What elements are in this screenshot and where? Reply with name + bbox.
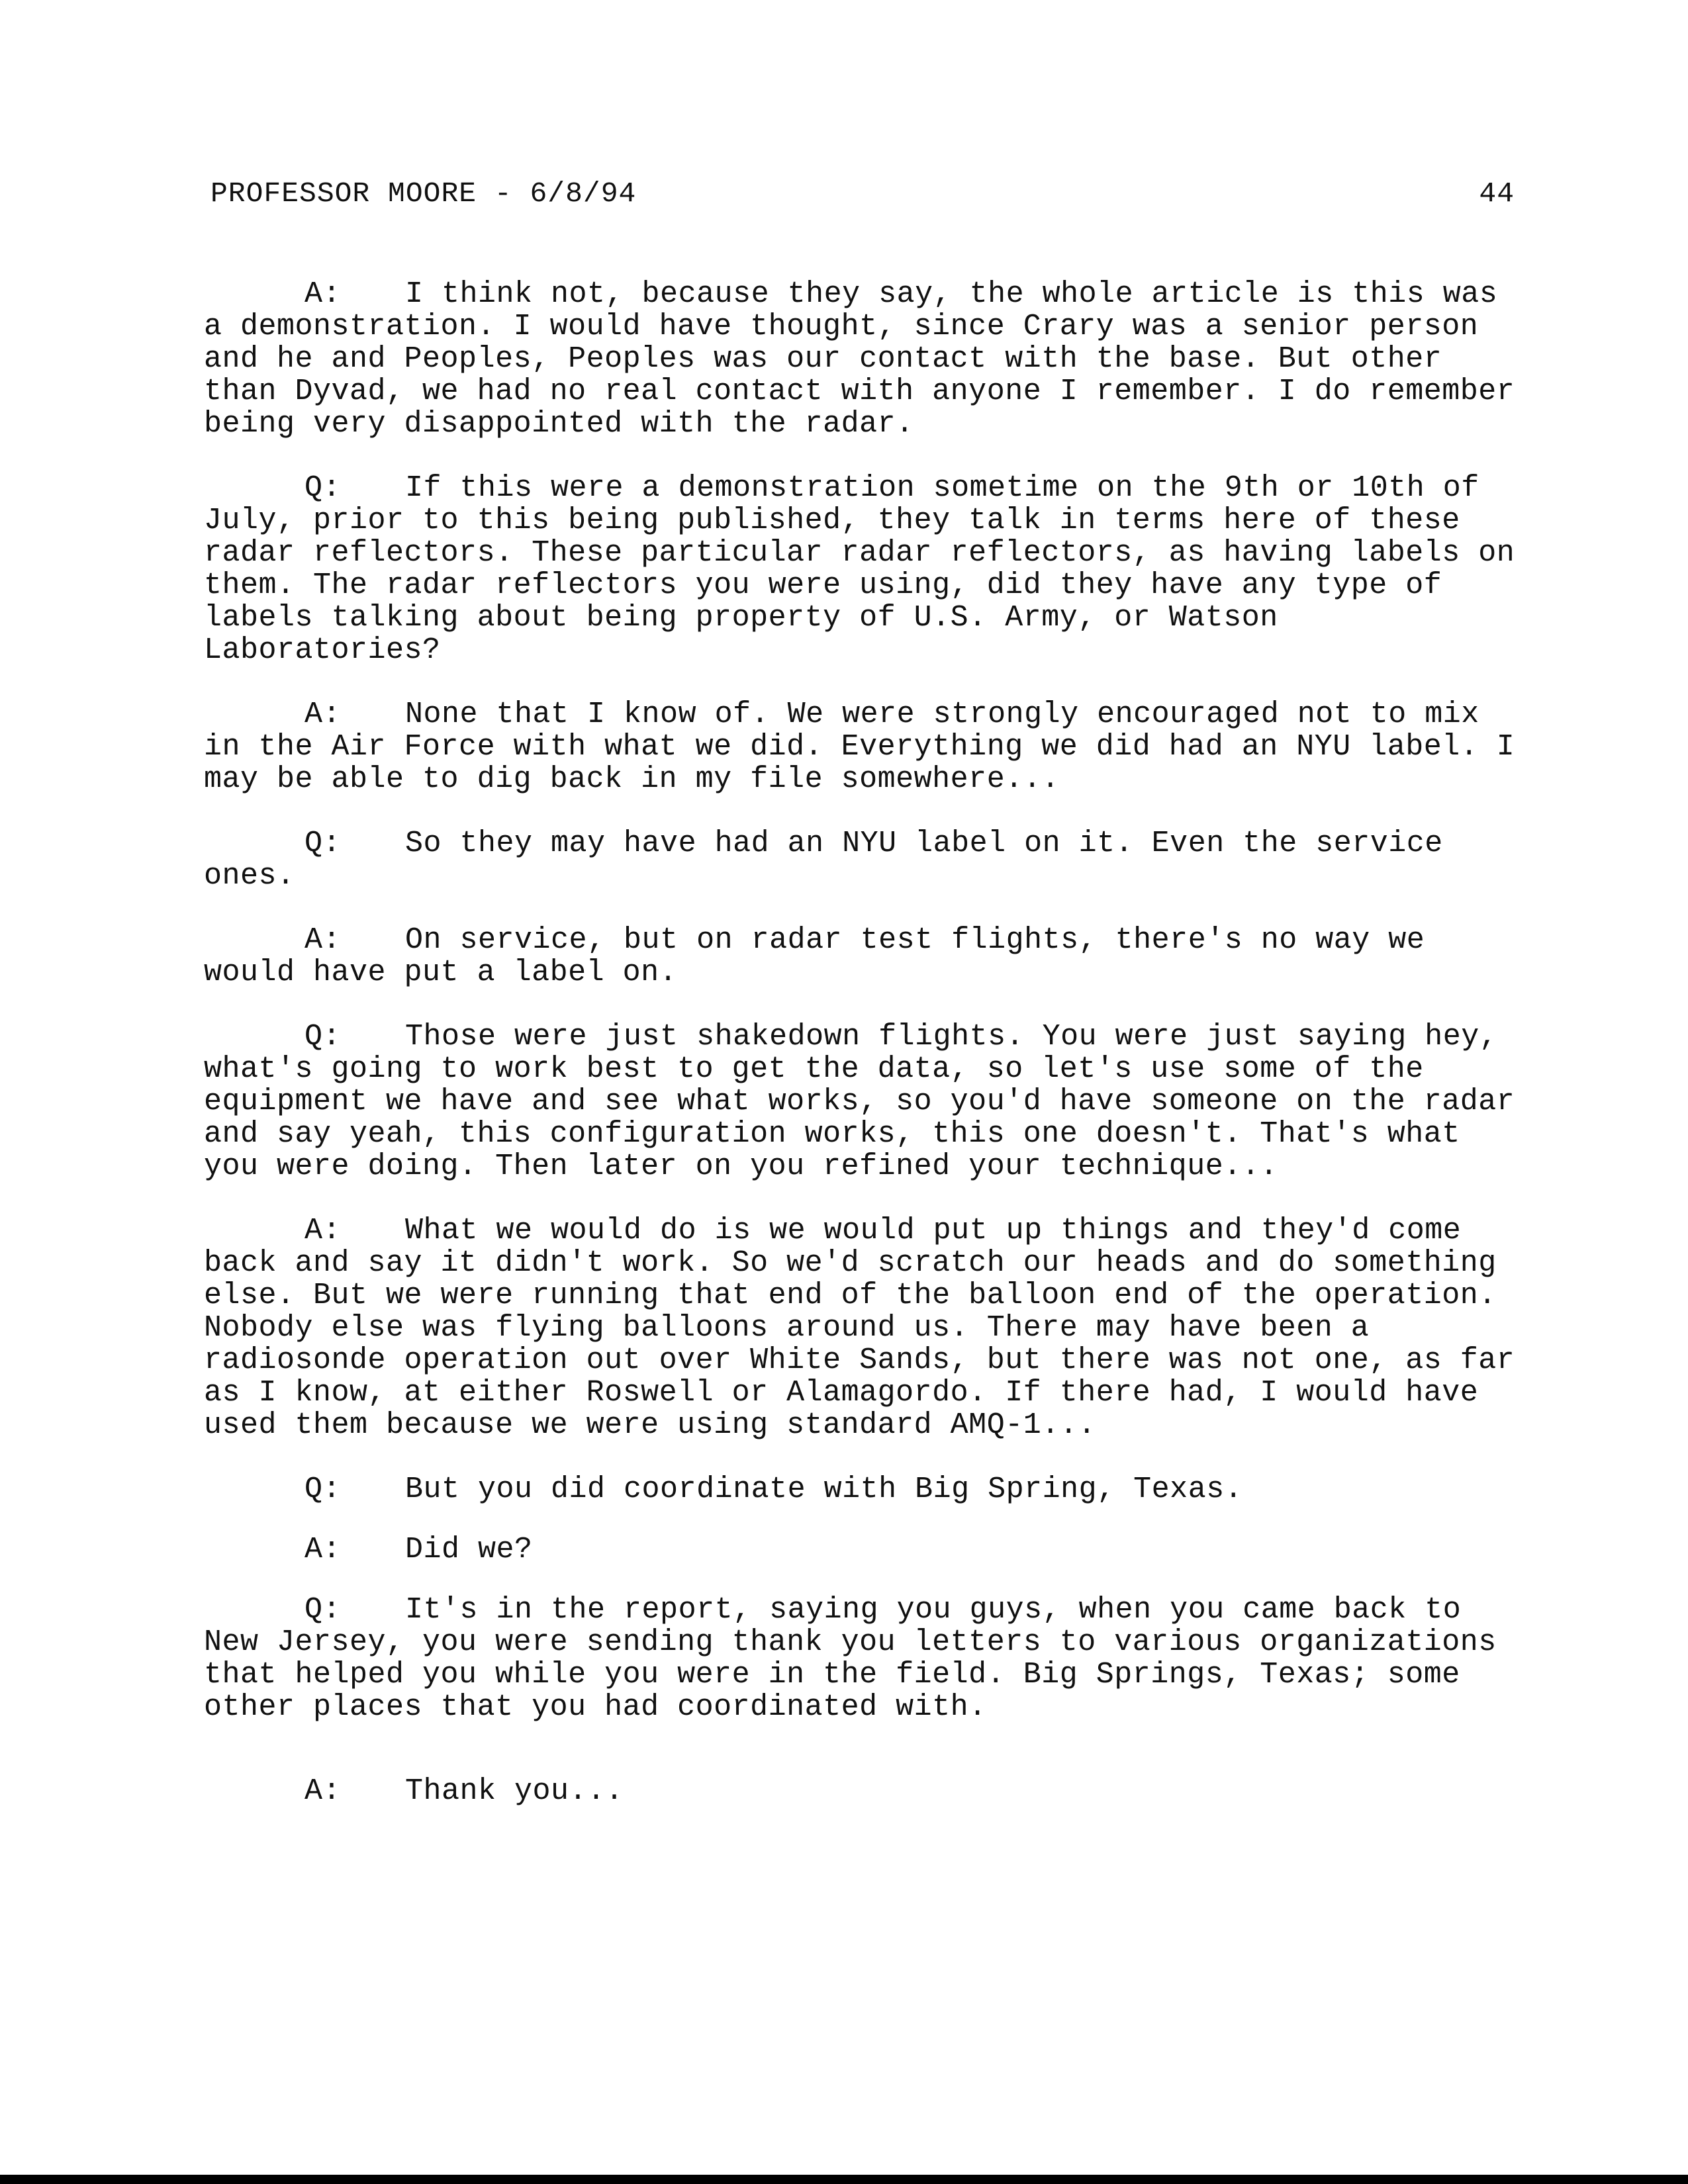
paragraph-text: Thank you... bbox=[405, 1774, 624, 1808]
speaker-label: A: bbox=[305, 1533, 342, 1567]
speaker-label: Q: bbox=[305, 1020, 342, 1054]
speaker-label: Q: bbox=[305, 1593, 342, 1627]
speaker-label: Q: bbox=[305, 471, 342, 505]
speaker-label: A: bbox=[305, 1214, 342, 1248]
paragraph-text: Those were just shakedown flights. You were just saying hey, what's going to work best to get the data, so let's use some of the equipment we have and see what works, so you'd have someone on the radar and say yeah, this configuration works, this one doesn't. That's what you were doing. Then later on you refined your technique... bbox=[204, 1020, 1515, 1183]
speaker-label: A: bbox=[305, 698, 342, 731]
page-header bbox=[211, 177, 1515, 217]
paragraph-text: It's in the report, saying you guys, when you came back to New Jersey, you were sending thank you letters to various organizations that helped you while you were in the field. Big Springs, Texas; some other places that you had coordinated with. bbox=[204, 1593, 1497, 1724]
paragraph-text: What we would do is we would put up things and they'd come back and say it didn't work. So we'd scratch our heads and do something else. But we were running that end of the balloon end of the operation. Nobody else was flying balloons around us. There may have been a radiosonde operation out over White Sands, but there was not one, as far as I know, at either Roswell or Alamagordo. If there had, I would have used them because we were using standard AMQ-1... bbox=[204, 1214, 1515, 1442]
transcript-paragraph bbox=[204, 1775, 1521, 1807]
document-title: PROFESSOR MOORE - 6/8/94 bbox=[211, 177, 637, 210]
transcript-body bbox=[204, 278, 1521, 1839]
transcript-paragraph bbox=[204, 1021, 1521, 1183]
paragraph-text: If this were a demonstration sometime on the 9th or 10th of July, prior to this being published, they talk in terms here of these radar reflectors. These particular radar reflectors, as having labels on them. The radar reflectors you were using, did they have any type of labels talking about being property of U.S. Army, or Watson Laboratories? bbox=[204, 471, 1515, 667]
scan-edge-bar bbox=[0, 2175, 1688, 2184]
transcript-paragraph bbox=[204, 924, 1521, 989]
paragraph-text: But you did coordinate with Big Spring, Texas. bbox=[405, 1473, 1243, 1506]
paragraph-text: Did we? bbox=[405, 1533, 533, 1567]
speaker-label: A: bbox=[305, 1774, 342, 1808]
transcript-paragraph bbox=[204, 278, 1521, 440]
transcript-paragraph bbox=[204, 1594, 1521, 1723]
paragraph-text: So they may have had an NYU label on it. Even the service ones. bbox=[204, 827, 1443, 893]
speaker-label: Q: bbox=[305, 1473, 342, 1506]
speaker-label: Q: bbox=[305, 827, 342, 860]
paragraph-text: On service, but on radar test flights, there's no way we would have put a label on. bbox=[204, 923, 1425, 989]
paragraph-text: None that I know of. We were strongly encouraged not to mix in the Air Force with what we did. Everything we did had an NYU label. I may be able to dig back in my file somewhere... bbox=[204, 698, 1515, 796]
speaker-label: A: bbox=[305, 923, 342, 957]
transcript-paragraph bbox=[204, 827, 1521, 892]
speaker-label: A: bbox=[305, 277, 342, 311]
page-number: 44 bbox=[1479, 177, 1515, 210]
transcript-paragraph bbox=[204, 1473, 1521, 1506]
paragraph-text: I think not, because they say, the whole article is this was a demonstration. I would have thought, since Crary was a senior person and he and Peoples, Peoples was our contact with the base. But other than Dyvad, we had no real contact with anyone I remember. I do remember being very disappointed with the radar. bbox=[204, 277, 1515, 441]
transcript-paragraph bbox=[204, 1533, 1521, 1566]
transcript-paragraph bbox=[204, 472, 1521, 666]
transcript-paragraph bbox=[204, 1214, 1521, 1441]
transcript-paragraph bbox=[204, 698, 1521, 796]
